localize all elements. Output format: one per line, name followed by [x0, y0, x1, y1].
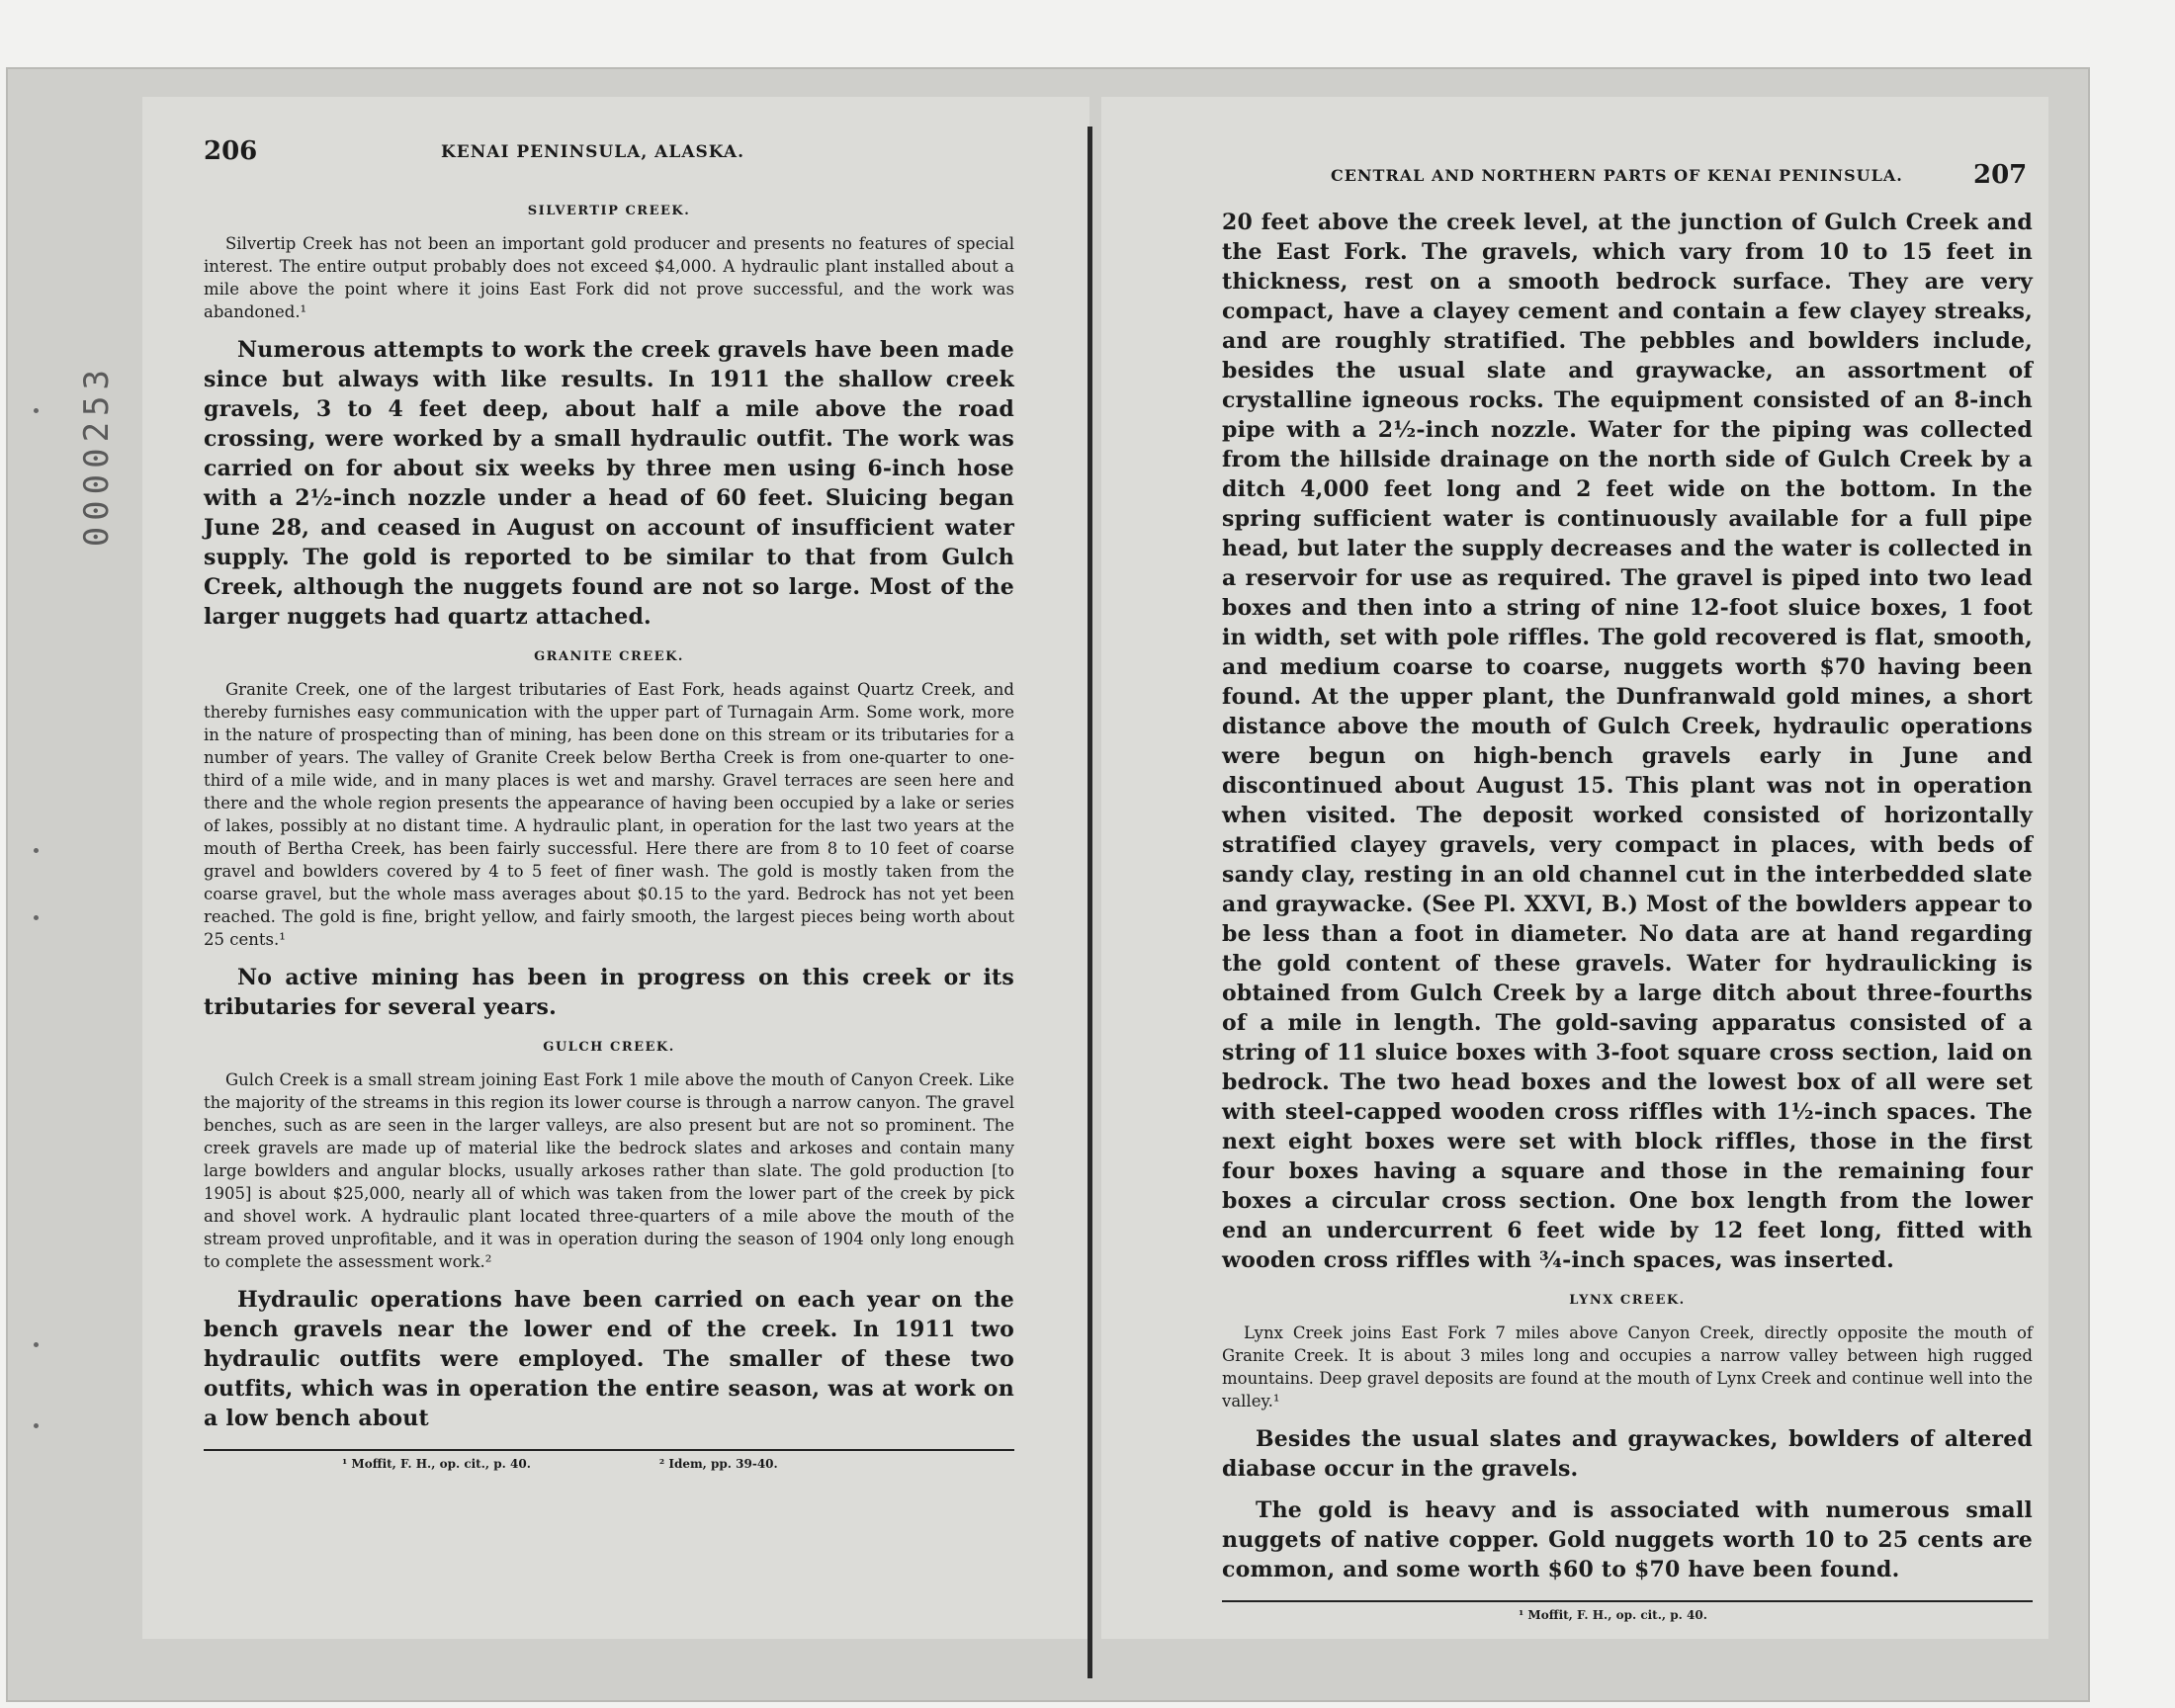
- right-column: [1222, 200, 2033, 1622]
- left-column: [204, 186, 1014, 1471]
- scan-mark: [34, 1423, 39, 1428]
- running-head: CENTRAL AND NORTHERN PARTS OF KENAI PENINSULA.: [1331, 166, 1903, 185]
- section-granite: [204, 649, 1014, 1022]
- footnotes: [204, 1457, 1014, 1471]
- footnote-rule: [204, 1449, 1014, 1451]
- section-heading: SILVERTIP CREEK.: [527, 204, 691, 218]
- page-number: 206: [204, 136, 258, 166]
- footnotes: [1222, 1608, 2033, 1622]
- footnote: ¹ Moffit, F. H., op. cit., p. 40.: [1519, 1608, 1707, 1622]
- section-lynx: [1222, 1293, 2033, 1584]
- section-heading: GULCH CREEK.: [543, 1040, 675, 1055]
- scan-mark: [34, 915, 39, 920]
- section-gulch: [204, 1040, 1014, 1433]
- section-silvertip: [204, 204, 1014, 632]
- quoted-passage: Lynx Creek joins East Fork 7 miles above Canyon Creek, directly opposite the mouth of Granite Creek. It is about 3 miles long and occupies a narrow valley between high rugged mountains. Deep gravel deposits are found at the mouth of Lynx Creek and continue well into the valley.¹: [1222, 1324, 2033, 1410]
- quoted-passage: Granite Creek, one of the largest tributaries of East Fork, heads against Quartz Creek, and thereby furnishes easy communication with the upper part of Turnagain Arm. Some work, more in the nature of prospecting than of mining, has been done on this stream or its tributaries for a number of years. The valley of Granite Creek below Bertha Creek is from one-quarter to one-third of a mile wide, and in many places is wet and marshy. Gravel terraces are seen here and there and the whole region presents the appearance of having been occupied by a lake or series of lakes, possibly at no distant time. A hydraulic plant, in operation for the last two years at the mouth of Bertha Creek, has been fairly successful. Here there are from 8 to 10 feet of coarse gravel and bowlders covered by 4 to 5 feet of finer wash. The gold is mostly taken from the coarse gravel, but the whole mass averages about $0.15 to the yard. Bedrock has not yet been reached. The gold is fine, bright yellow, and fairly smooth, the largest pieces being worth about 25 cents.¹: [204, 680, 1014, 949]
- section-heading: GRANITE CREEK.: [534, 649, 684, 664]
- page-gutter: [1088, 127, 1092, 1678]
- footnote: ¹ Moffit, F. H., op. cit., p. 40.: [342, 1457, 531, 1471]
- quoted-passage: Silvertip Creek has not been an important gold producer and presents no features of special interest. The entire output probably does not exceed $4,000. A hydraulic plant installed about a mile above the point where it joins East Fork did not prove successful, and the work was abandoned.¹: [204, 234, 1014, 321]
- body-paragraph: Numerous attempts to work the creek gravels have been made since but always with like results. In 1911 the shallow creek gravels, 3 to 4 feet deep, about half a mile above the road crossing, were worked by a small hydraulic outfit. The work was carried on for about six weeks by three men using 6-inch hose with a 2½-inch nozzle under a head of 60 feet. Sluicing began June 28, and ceased in August on account of insufficient water supply. The gold is reported to be similar to that from Gulch Creek, although the nuggets found are not so large. Most of the larger nuggets had quartz attached.: [204, 337, 1014, 630]
- scan-mark: [34, 408, 39, 413]
- scanned-sheet: [6, 67, 2090, 1702]
- footnote: ² Idem, pp. 39-40.: [658, 1457, 778, 1471]
- running-head: KENAI PENINSULA, ALASKA.: [441, 142, 744, 162]
- section-heading: LYNX CREEK.: [1569, 1293, 1686, 1308]
- side-stamp: 0000253: [77, 364, 117, 548]
- body-paragraph: No active mining has been in progress on this creek or its tributaries for several years.: [204, 965, 1014, 1020]
- page-number: 207: [1973, 160, 2028, 190]
- footnote-rule: [1222, 1600, 2033, 1602]
- body-paragraph: Besides the usual slates and graywackes, bowlders of altered diabase occur in the gravels.: [1222, 1426, 2033, 1482]
- body-paragraph: The gold is heavy and is associated with numerous small nuggets of native copper. Gold nuggets worth 10 to 25 cents are common, and some worth $60 to $70 have been found.: [1222, 1497, 2033, 1582]
- body-paragraph: Hydraulic operations have been carried on each year on the bench gravels near the lower end of the creek. In 1911 two hydraulic outfits were employed. The smaller of these two outfits, which was in operation the entire season, was at work on a low bench about: [204, 1287, 1014, 1431]
- scan-mark: [34, 848, 39, 853]
- quoted-passage: Gulch Creek is a small stream joining East Fork 1 mile above the mouth of Canyon Creek. Like the majority of the streams in this region its lower course is through a narrow canyon. The gravel benches, such as are seen in the larger valleys, are also present but are not so prominent. The creek gravels are made up of material like the bedrock slates and arkoses and contain many large bowlders and angular blocks, usually arkoses rather than slate. The gold production [to 1905] is about $25,000, nearly all of which was taken from the lower part of the creek by pick and shovel work. A hydraulic plant located three-quarters of a mile above the mouth of the stream proved unprofitable, and it was in operation during the season of 1904 only long enough to complete the assessment work.²: [204, 1070, 1014, 1271]
- scan-mark: [34, 1342, 39, 1347]
- continued-paragraph: 20 feet above the creek level, at the junction of Gulch Creek and the East Fork. The gravels, which vary from 10 to 15 feet in thickness, rest on a smooth bedrock surface. They are very compact, have a clayey cement and contain a few clayey streaks, and are roughly stratified. The pebbles and bowlders include, besides the usual slate and graywacke, an assortment of crystalline igneous rocks. The equipment consisted of an 8-inch pipe with a 2½-inch nozzle. Water for the piping was collected from the hillside drainage on the north side of Gulch Creek by a ditch 4,000 feet long and 2 feet wide on the bottom. In the spring sufficient water is continuously available for a full pipe head, but later the supply decreases and the water is collected in a reservoir for use as required. The gravel is piped into two lead boxes and then into a string of nine 12-foot sluice boxes, 1 foot in width, set with pole riffles. The gold recovered is flat, smooth, and medium coarse to coarse, nuggets worth $70 having been found. At the upper plant, the Dunfranwald gold mines, a short distance above the mouth of Gulch Creek, hydraulic operations were begun on high-bench gravels early in June and discontinued about August 15. This plant was not in operation when visited. The deposit worked consisted of horizontally stratified clayey gravels, very compact in places, with beds of sandy clay, resting in an old channel cut in the interbedded slate and graywacke. (See Pl. XXVI, B.) Most of the bowlders appear to be less than a foot in diameter. No data are at hand regarding the gold content of these gravels. Water for hydraulicking is obtained from Gulch Creek by a large ditch about three-fourths of a mile in length. The gold-saving apparatus consisted of a string of 11 sluice boxes with 3-foot square cross section, laid on bedrock. The two head boxes and the lowest box of all were set with steel-capped wooden cross riffles with 1½-inch spaces. The next eight boxes were set with block riffles, those in the first four boxes having a square and those in the remaining four boxes a circular cross section. One box length from the lower end an undercurrent 6 feet wide by 12 feet long, fitted with wooden cross riffles with ¾-inch spaces, was inserted.: [1222, 210, 2033, 1273]
